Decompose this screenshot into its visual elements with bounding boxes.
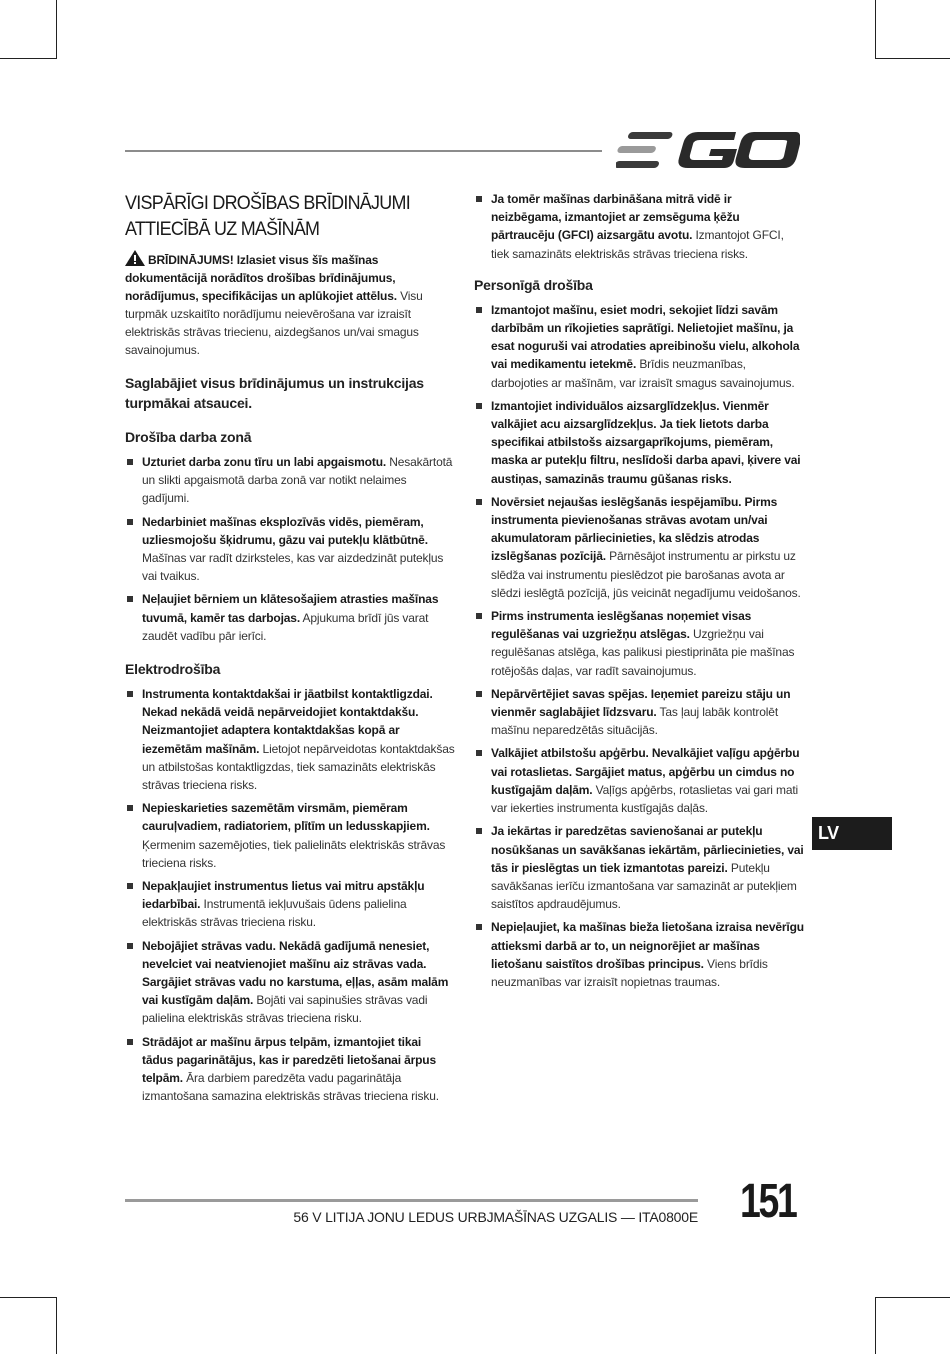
list-item bbox=[474, 301, 804, 392]
list-item bbox=[474, 685, 804, 740]
page-number: 151 bbox=[740, 1175, 796, 1228]
bullet-icon bbox=[476, 307, 482, 313]
bullet-icon bbox=[127, 883, 133, 889]
bullet-icon bbox=[476, 403, 482, 409]
save-instructions-note: Saglabājiet visus brīdinājumus un instrukcijas turpmākai atsaucei. bbox=[125, 375, 424, 411]
bullet-icon bbox=[476, 828, 482, 834]
list-item bbox=[474, 607, 804, 680]
item-bold-text: Pirms instrumenta ieslēgšanas noņemiet visas regulēšanas vai uzgriežņu atslēgas. bbox=[491, 609, 752, 642]
item-bold-text: Nepārvērtējiet savas spējas. Ieņemiet pareizu stāju un vienmēr saglabājiet līdzsvaru. bbox=[491, 686, 791, 720]
item-text: Mašīnas var radīt dzirksteles, kas var aizdedzināt putekļus vai tvaikus. bbox=[142, 551, 444, 584]
section-heading-work-area: Drošība darba zonā bbox=[125, 429, 252, 445]
list-item bbox=[125, 453, 455, 508]
bullet-icon bbox=[127, 691, 133, 697]
bullet-icon bbox=[476, 691, 482, 697]
gfci-list bbox=[474, 190, 804, 263]
personal-safety-list bbox=[474, 301, 804, 991]
bullet-icon bbox=[127, 1039, 133, 1045]
item-text: Apjukuma brīdī jūs varat zaudēt vadību pār ierīci. bbox=[142, 610, 429, 643]
bullet-icon bbox=[127, 459, 133, 465]
item-bold-text: Valkājiet atbilstošu apģērbu. Nevalkājiet vaļīgu apģērbu vai rotaslietas. Sargājiet matus, apģērbu un cimdus no kustīgajām daļām. bbox=[491, 746, 800, 797]
list-item bbox=[474, 918, 804, 991]
left-column bbox=[125, 190, 455, 1111]
list-item bbox=[125, 877, 455, 932]
bullet-icon bbox=[127, 596, 133, 602]
bullet-icon bbox=[127, 805, 133, 811]
bullet-icon bbox=[127, 943, 133, 949]
item-text: Tas ļauj labāk kontrolēt mašīnu neparedzētās situācijās. bbox=[491, 705, 779, 738]
warning-label: BRĪDINĀJUMS! bbox=[148, 253, 234, 267]
crop-mark bbox=[56, 0, 57, 59]
list-item bbox=[125, 937, 455, 1028]
item-bold-text: Nepakļaujiet instrumentus lietus vai mitru apstākļu iedarbībai. bbox=[142, 879, 425, 912]
item-text: Izmantojot GFCI, tiek samazināts elektriskās strāvas trieciena risks. bbox=[491, 228, 784, 261]
item-bold-text: Nepieskarieties sazemētām virsmām, piemēram cauruļvadiem, radiatoriem, plītīm un ledusskapjiem. bbox=[142, 801, 430, 834]
page-title: VISPĀRĪGI DROŠĪBAS BRĪDINĀJUMI ATTIECĪBĀ UZ MAŠĪNĀM bbox=[125, 192, 410, 240]
header-rule bbox=[125, 150, 602, 152]
crop-mark bbox=[875, 1297, 876, 1354]
item-bold-text: Instrumenta kontaktdakšai ir jāatbilst kontaktligzdai. Nekad nekādā veidā nepārveidojiet kontaktdakšu. Neizmantojiet adaptera kontaktdakšas kopā ar iezemētām mašīnām. bbox=[142, 687, 433, 756]
item-text: Pārnēsājot instrumentu ar pirkstu uz slēdža vai instrumentu pieslēdzot pie barošanas avota ar slēdzi ieslēgtā pozīcijā, jūs veicināt negadījumu veidošanos. bbox=[491, 549, 801, 600]
list-item bbox=[125, 590, 455, 645]
footer-product-title: 56 V LITIJA JONU LEDUS URBJMAŠĪNAS UZGALIS — ITA0800E bbox=[293, 1209, 698, 1225]
item-text: Brīdis neuzmanības, darbojoties ar mašīnām, var izraisīt smagus savainojumus. bbox=[491, 357, 795, 390]
item-text: Uzgriežņu vai regulēšanas atslēga, kas palikusi piestiprināta pie mašīnas rotējošās daļas, var radīt savainojumus. bbox=[491, 627, 795, 678]
crop-mark bbox=[0, 1297, 57, 1298]
item-bold-text: Neļaujiet bērniem un klātesošajiem atrasties mašīnas tuvumā, kamēr tas darbojas. bbox=[142, 592, 439, 625]
bullet-icon bbox=[476, 613, 482, 619]
list-item bbox=[474, 744, 804, 817]
section-heading-electrical: Elektrodrošība bbox=[125, 661, 221, 678]
list-item bbox=[125, 1033, 455, 1106]
item-bold-text: Nebojājiet strāvas vadu. Nekādā gadījumā nenesiet, nevelciet vai neatvienojiet mašīnu aiz strāvas vada. Sargājiet strāvas vadu no karstuma, eļļas, asām malām vai kustīgām daļām. bbox=[142, 938, 449, 1008]
crop-mark bbox=[56, 1297, 57, 1354]
crop-mark bbox=[0, 58, 57, 59]
bullet-icon bbox=[476, 196, 482, 202]
section-heading-personal: Personīgā drošība bbox=[474, 276, 593, 293]
item-text: Vaļīgs apģērbs, rotaslietas vai gari mati var iekerties instrumenta kustīgajās daļās. bbox=[491, 782, 799, 816]
item-text: Āra darbiem paredzēta vadu pagarinātāja izmantošana samazina elektriskās strāvas trieciena risku. bbox=[142, 1071, 439, 1104]
list-item bbox=[125, 513, 455, 586]
item-bold-text: Novērsiet nejaušas ieslēgšanās iespējamību. Pirms instrumenta pievienošanas strāvas avotam un/vai akumulatoram pārliecinieties, ka slēdzis atrodas izslēgšanas pozīcijā. bbox=[491, 494, 778, 564]
list-item bbox=[474, 397, 804, 488]
item-bold-text: Ja iekārtas ir paredzētas savienošanai ar putekļu nosūkšanas un savākšanas iekārtām, pārliecinieties, vai tās ir pieslēgtas un tiek izmantotas pareizi. bbox=[491, 824, 804, 875]
item-bold-text: Izmantojiet individuālos aizsarglīdzekļus. Vienmēr valkājiet acu aizsarglīdzekļus. Ja tiek lietots darba specifikai atbilstošs aizsargaprīkojums, piemēram, maska ar putekļu filtru, neslīdoši darba apavi, ķivere vai austiņas, samazinās traumu gūšanas risks. bbox=[491, 398, 801, 486]
item-text: Nesakārtotā un slikti apgaismotā darba zonā var notikt nelaimes gadījumi. bbox=[142, 455, 453, 506]
bullet-icon bbox=[127, 519, 133, 525]
item-text: Instrumentā iekļuvušais ūdens palielina elektriskās strāvas trieciena risku. bbox=[142, 897, 407, 930]
warning-icon bbox=[125, 250, 145, 266]
list-item bbox=[474, 190, 804, 263]
warning-paragraph bbox=[125, 250, 455, 359]
ego-logo bbox=[616, 130, 800, 170]
item-text: Putekļu savākšanas ierīču izmantošana var samazināt ar putekļiem saistītos apdraudējumus. bbox=[491, 860, 797, 912]
crop-mark bbox=[875, 1297, 950, 1298]
work-area-list bbox=[125, 453, 455, 645]
language-tab: LV bbox=[812, 817, 892, 850]
list-item bbox=[125, 685, 455, 794]
item-text: Bojāti vai sapinušies strāvas vadi palielina elektriskās strāvas trieciena risku. bbox=[142, 993, 428, 1026]
item-text: Ķermenim sazemējoties, tiek palielināts elektriskās strāvas trieciena risks. bbox=[142, 837, 446, 870]
item-bold-text: Izmantojot mašīnu, esiet modri, sekojiet līdzi savām darbībām un rīkojieties saprātīgi. Nelietojiet mašīnu, ja esat noguruši vai atrodaties apreibinošu vielu, alkohola vai medikamentu ietekmē. bbox=[491, 302, 800, 372]
item-bold-text: Strādājot ar mašīnu ārpus telpām, izmantojiet tikai tādus pagarinātājus, kas ir paredzēti lietošanai ārpus telpām. bbox=[142, 1034, 437, 1086]
item-text: Viens brīdis neuzmanības var izraisīt nopietnas traumas. bbox=[491, 956, 768, 989]
footer-rule bbox=[125, 1199, 698, 1202]
electrical-list bbox=[125, 685, 455, 1105]
item-bold-text: Ja tomēr mašīnas darbināšana mitrā vidē ir neizbēgama, izmantojiet ar zemsēguma ķēžu pārtraucēju (GFCI) aizsargātu avotu. bbox=[491, 192, 740, 243]
crop-mark bbox=[875, 0, 876, 59]
list-item bbox=[125, 799, 455, 872]
list-item bbox=[474, 822, 804, 913]
crop-mark bbox=[875, 58, 950, 59]
list-item bbox=[474, 493, 804, 602]
item-bold-text: Uzturiet darba zonu tīru un labi apgaismotu. bbox=[142, 455, 387, 469]
bullet-icon bbox=[476, 750, 482, 756]
bullet-icon bbox=[476, 499, 482, 505]
item-bold-text: Nedarbiniet mašīnas eksplozīvās vidēs, piemēram, uzliesmojošu šķidrumu, gāzu vai putekļu klātbūtnē. bbox=[142, 514, 428, 547]
item-text: Lietojot nepārveidotas kontaktdakšas un atbilstošas kontaktligzdas, tiek samazināts elektriskās strāvas trieciena risks. bbox=[142, 741, 455, 793]
warning-bold-text: Izlasiet visus šīs mašīnas dokumentācijā norādītos drošības brīdinājumus, norādījumus, specifikācijas un aplūkojiet attēlus. bbox=[125, 253, 397, 303]
bullet-icon bbox=[476, 924, 482, 930]
warning-text: Visu turpmāk uzskaitīto norādījumu neievērošana var izraisīt elektriskās strāvas triecienu, aizdegšanos un/vai smagus savainojumus. bbox=[125, 289, 423, 357]
item-bold-text: Nepieļaujiet, ka mašīnas bieža lietošana izraisa nevērīgu attieksmi darbā ar to, un neignorējiet ar mašīnas lietošanu saistītos drošības principus. bbox=[491, 920, 804, 971]
right-column bbox=[474, 190, 804, 996]
